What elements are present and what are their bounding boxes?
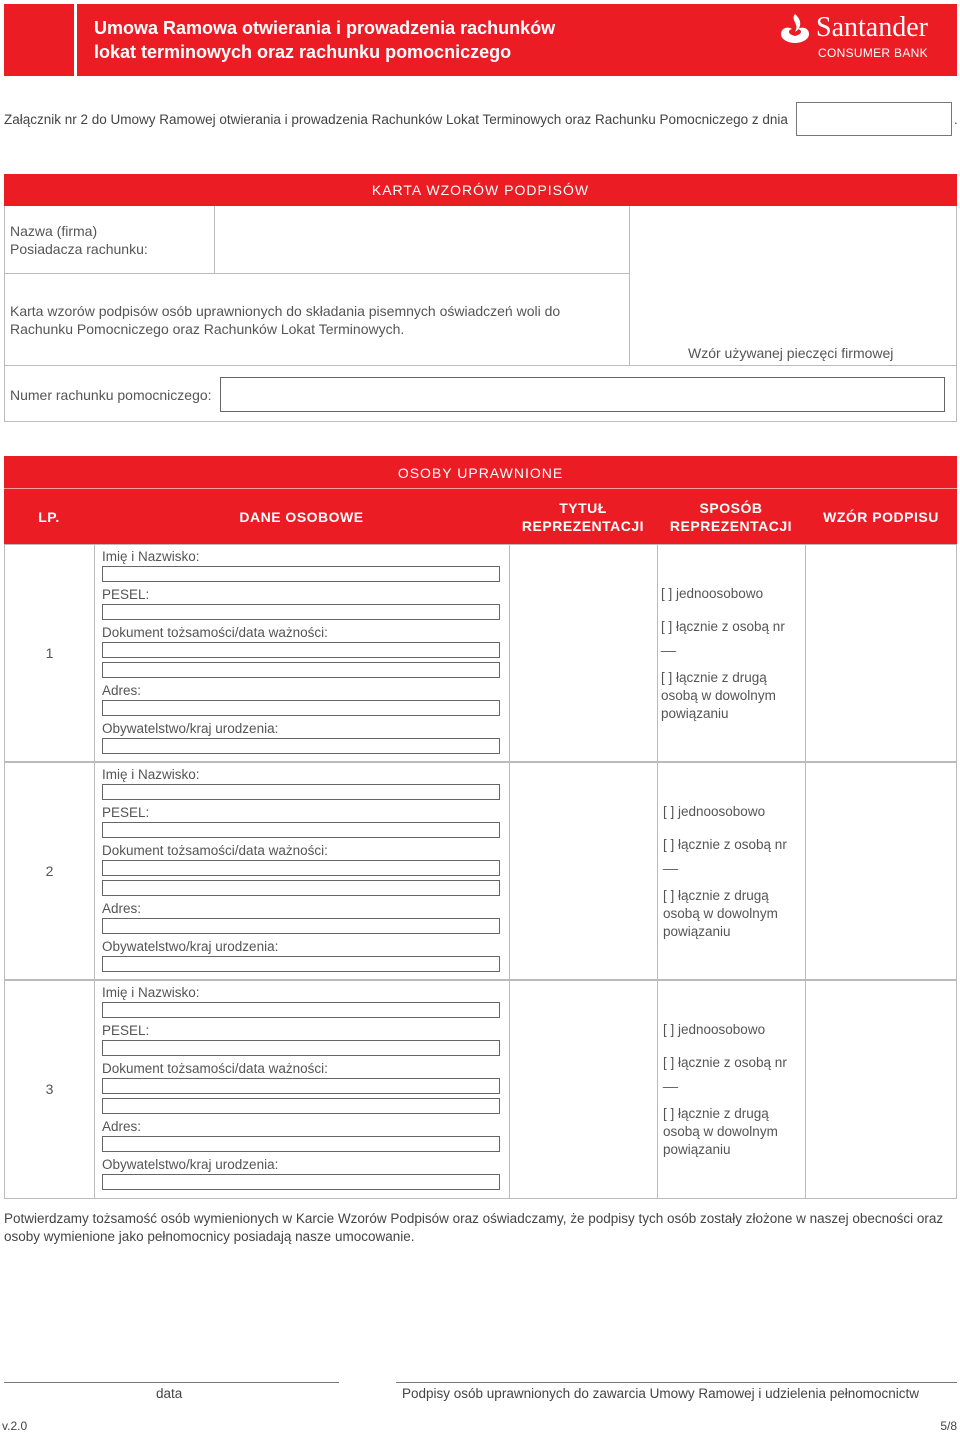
address-input[interactable] [102,918,500,934]
col-title [509,489,657,544]
persons-title: OSOBY UPRAWNIONE [397,465,564,481]
stamp-area [629,206,957,366]
pesel-label: PESEL: [102,587,150,602]
address-input[interactable] [102,700,500,716]
account-number-input[interactable] [220,377,945,412]
address-label: Adres: [102,901,142,916]
card-description-line1: Karta wzorów podpisów osób uprawnionych do składania pisemnych oświadczeń woli do [10,303,561,319]
document-title-line2: lokat terminowych oraz rachunku pomocniczego [94,42,512,62]
col-manner-line2: REPREZENTACJI [669,517,793,534]
logo-subtitle: CONSUMER BANK [818,46,928,60]
signatures-label: Podpisy osób uprawnionych do zawarcia Umowy Ramowej i udzielenia pełnomocnictw [402,1386,920,1401]
row-2-fields [102,762,502,980]
version-label: v.2.0 [2,1419,28,1433]
option-with-other[interactable]: [ ] łącznie z drugą osobą w dowolnym powiązaniu [663,888,778,939]
header-divider [74,4,77,76]
document-label: Dokument tożsamości/data ważności: [102,625,328,640]
col-title-line2: REPREZENTACJI [521,517,645,534]
row-1-number: 1 [45,645,54,661]
row-2-signature-cell[interactable] [805,762,957,980]
row-3-title-cell[interactable] [509,980,658,1199]
citizenship-input[interactable] [102,956,500,972]
confirmation-text: Potwierdzamy tożsamość osób wymienionych w Karcie Wzorów Podpisów oraz oświadczamy, że podpisy tych osób zostały złożone w naszej obecności oraz osoby wymienione jako pełnomocnicy posiadają nasze umocowanie. [4,1211,944,1244]
col-title-line1: TYTUŁ [559,499,607,516]
row-3-manner [663,980,803,1199]
account-number-label: Numer rachunku pomocniczego: [10,387,212,403]
row-1-signature-cell[interactable] [805,544,957,762]
row-3-signature-cell[interactable] [805,980,957,1199]
date-signature-line [4,1382,339,1383]
option-single[interactable]: [ ] jednoosobowo [661,586,764,601]
pesel-input[interactable] [102,604,500,620]
option-with-person[interactable]: [ ] łącznie z osobą nr __ [663,1055,787,1088]
col-signature: WZÓR PODPISU [823,508,939,525]
document-title [94,16,555,64]
citizenship-input[interactable] [102,1174,500,1190]
row-1-title-cell[interactable] [509,544,658,762]
card-description-line2: Rachunku Pomocniczego oraz Rachunków Lokat Terminowych. [10,321,405,337]
address-label: Adres: [102,1119,142,1134]
signatures-line [396,1382,957,1383]
card-title-bar [4,174,957,206]
option-single[interactable]: [ ] jednoosobowo [663,1022,766,1037]
row-2-number: 2 [45,863,54,879]
document-label: Dokument tożsamości/data ważności: [102,843,328,858]
name-input[interactable] [102,566,500,582]
citizenship-input[interactable] [102,738,500,754]
company-name-label-line1: Nazwa (firma) [10,223,98,239]
name-label: Imię i Nazwisko: [102,767,200,782]
document-label: Dokument tożsamości/data ważności: [102,1061,328,1076]
pesel-label: PESEL: [102,805,150,820]
address-label: Adres: [102,683,142,698]
page-number: 5/8 [940,1419,957,1433]
document-date-input[interactable] [102,1098,500,1114]
name-label: Imię i Nazwisko: [102,549,200,564]
company-name-input[interactable] [214,206,630,274]
row-1-fields [102,544,502,762]
option-single[interactable]: [ ] jednoosobowo [663,804,766,819]
name-label: Imię i Nazwisko: [102,985,200,1000]
santander-logo [776,12,946,62]
col-lp: LP. [38,508,60,525]
row-1-manner [661,544,803,762]
citizenship-label: Obywatelstwo/kraj urodzenia: [102,939,279,954]
company-name-label-line2: Posiadacza rachunku: [10,241,148,257]
card-description [10,302,560,338]
card-title: KARTA WZORÓW PODPISÓW [371,182,590,198]
row-3-fields [102,980,502,1199]
document-input[interactable] [102,860,500,876]
card-separator [4,365,957,366]
option-with-person[interactable]: [ ] łącznie z osobą nr __ [661,619,785,652]
address-input[interactable] [102,1136,500,1152]
logo-word: Santander [816,12,928,43]
row-2-title-cell[interactable] [509,762,658,980]
name-input[interactable] [102,784,500,800]
col-personal-data: DANE OSOBOWE [239,508,364,525]
col-manner-line1: SPOSÓB [699,499,763,516]
citizenship-label: Obywatelstwo/kraj urodzenia: [102,1157,279,1172]
pesel-input[interactable] [102,1040,500,1056]
date-label: data [156,1386,183,1401]
attachment-dot: . [954,112,958,127]
row-3-number: 3 [45,1081,54,1097]
attachment-text: Załącznik nr 2 do Umowy Ramowej otwierania i prowadzenia Rachunków Lokat Terminowych oraz Rachunku Pomocniczego z dnia [4,112,788,127]
pesel-input[interactable] [102,822,500,838]
stamp-label: Wzór używanej pieczęci firmowej [688,345,894,361]
citizenship-label: Obywatelstwo/kraj urodzenia: [102,721,279,736]
flame-icon [778,12,812,46]
company-name-label [10,222,148,258]
document-date-input[interactable] [102,662,500,678]
col-manner [657,489,805,544]
date-input-box[interactable] [796,102,952,136]
option-with-other[interactable]: [ ] łącznie z drugą osobą w dowolnym powiązaniu [661,670,776,721]
document-title-line1: Umowa Ramowa otwierania i prowadzenia rachunków [94,18,556,38]
document-date-input[interactable] [102,880,500,896]
document-input[interactable] [102,1078,500,1094]
name-input[interactable] [102,1002,500,1018]
option-with-person[interactable]: [ ] łącznie z osobą nr __ [663,837,787,870]
row-2-manner [663,762,803,980]
option-with-other[interactable]: [ ] łącznie z drugą osobą w dowolnym powiązaniu [663,1106,778,1157]
pesel-label: PESEL: [102,1023,150,1038]
document-input[interactable] [102,642,500,658]
